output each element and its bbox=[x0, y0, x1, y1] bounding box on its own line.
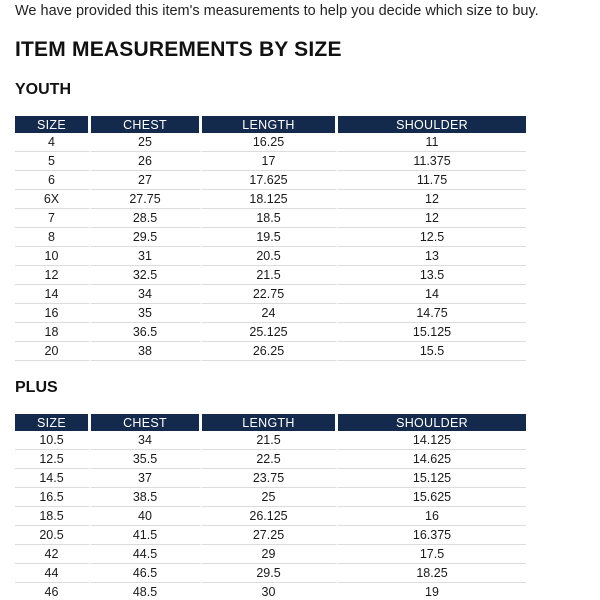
chest-cell: 26 bbox=[91, 152, 202, 171]
size-cell: 46 bbox=[15, 583, 91, 600]
chest-cell: 38.5 bbox=[91, 488, 202, 507]
length-cell: 22.5 bbox=[202, 450, 338, 469]
chest-cell: 44.5 bbox=[91, 545, 202, 564]
length-cell: 21.5 bbox=[202, 266, 338, 285]
size-cell: 10 bbox=[15, 247, 91, 266]
length-cell: 18.125 bbox=[202, 190, 338, 209]
table-row bbox=[15, 190, 526, 209]
chest-cell: 37 bbox=[91, 469, 202, 488]
column-header-length: LENGTH bbox=[202, 116, 338, 133]
chest-cell: 40 bbox=[91, 507, 202, 526]
chest-cell: 34 bbox=[91, 431, 202, 450]
size-cell: 14.5 bbox=[15, 469, 91, 488]
table-row bbox=[15, 545, 526, 564]
table-row bbox=[15, 304, 526, 323]
column-header-shoulder: SHOULDER bbox=[338, 414, 526, 431]
youth-size-table bbox=[15, 116, 526, 361]
table-row bbox=[15, 152, 526, 171]
size-cell: 16 bbox=[15, 304, 91, 323]
shoulder-cell: 14.625 bbox=[338, 450, 526, 469]
length-cell: 19.5 bbox=[202, 228, 338, 247]
shoulder-cell: 11.75 bbox=[338, 171, 526, 190]
table-row bbox=[15, 266, 526, 285]
table-row bbox=[15, 526, 526, 545]
length-cell: 29.5 bbox=[202, 564, 338, 583]
size-cell: 42 bbox=[15, 545, 91, 564]
chest-cell: 41.5 bbox=[91, 526, 202, 545]
shoulder-cell: 14.125 bbox=[338, 431, 526, 450]
shoulder-cell: 19 bbox=[338, 583, 526, 600]
chest-cell: 28.5 bbox=[91, 209, 202, 228]
table-row bbox=[15, 247, 526, 266]
chest-cell: 32.5 bbox=[91, 266, 202, 285]
size-cell: 16.5 bbox=[15, 488, 91, 507]
shoulder-cell: 15.125 bbox=[338, 323, 526, 342]
table-row bbox=[15, 209, 526, 228]
length-cell: 25 bbox=[202, 488, 338, 507]
length-cell: 23.75 bbox=[202, 469, 338, 488]
shoulder-cell: 14.75 bbox=[338, 304, 526, 323]
shoulder-cell: 14 bbox=[338, 285, 526, 304]
length-cell: 20.5 bbox=[202, 247, 338, 266]
page-title: ITEM MEASUREMENTS BY SIZE bbox=[15, 38, 342, 61]
size-cell: 18 bbox=[15, 323, 91, 342]
intro-text: We have provided this item's measurements to help you decide which size to buy. bbox=[15, 3, 539, 19]
length-cell: 29 bbox=[202, 545, 338, 564]
size-cell: 7 bbox=[15, 209, 91, 228]
length-cell: 25.125 bbox=[202, 323, 338, 342]
shoulder-cell: 17.5 bbox=[338, 545, 526, 564]
size-cell: 6X bbox=[15, 190, 91, 209]
size-cell: 18.5 bbox=[15, 507, 91, 526]
column-header-size: SIZE bbox=[15, 116, 91, 133]
chest-cell: 29.5 bbox=[91, 228, 202, 247]
column-header-chest: CHEST bbox=[91, 414, 202, 431]
size-cell: 4 bbox=[15, 133, 91, 152]
size-cell: 20.5 bbox=[15, 526, 91, 545]
table-header-row bbox=[15, 414, 526, 431]
chest-cell: 35.5 bbox=[91, 450, 202, 469]
shoulder-cell: 12 bbox=[338, 190, 526, 209]
length-cell: 26.125 bbox=[202, 507, 338, 526]
shoulder-cell: 16.375 bbox=[338, 526, 526, 545]
length-cell: 22.75 bbox=[202, 285, 338, 304]
length-cell: 21.5 bbox=[202, 431, 338, 450]
size-cell: 10.5 bbox=[15, 431, 91, 450]
table-row bbox=[15, 450, 526, 469]
shoulder-cell: 16 bbox=[338, 507, 526, 526]
shoulder-cell: 15.125 bbox=[338, 469, 526, 488]
shoulder-cell: 13.5 bbox=[338, 266, 526, 285]
length-cell: 24 bbox=[202, 304, 338, 323]
chest-cell: 34 bbox=[91, 285, 202, 304]
chest-cell: 38 bbox=[91, 342, 202, 361]
table-row bbox=[15, 431, 526, 450]
youth-section-title: YOUTH bbox=[15, 81, 71, 98]
table-row bbox=[15, 285, 526, 304]
size-cell: 44 bbox=[15, 564, 91, 583]
youth-table-body bbox=[15, 133, 526, 361]
size-cell: 6 bbox=[15, 171, 91, 190]
table-row bbox=[15, 564, 526, 583]
table-row bbox=[15, 488, 526, 507]
column-header-chest: CHEST bbox=[91, 116, 202, 133]
shoulder-cell: 15.625 bbox=[338, 488, 526, 507]
size-cell: 14 bbox=[15, 285, 91, 304]
length-cell: 17 bbox=[202, 152, 338, 171]
plus-table-body bbox=[15, 431, 526, 600]
plus-size-table bbox=[15, 414, 526, 600]
table-row bbox=[15, 469, 526, 488]
size-cell: 12.5 bbox=[15, 450, 91, 469]
size-cell: 5 bbox=[15, 152, 91, 171]
table-header-row bbox=[15, 116, 526, 133]
shoulder-cell: 15.5 bbox=[338, 342, 526, 361]
shoulder-cell: 11 bbox=[338, 133, 526, 152]
length-cell: 27.25 bbox=[202, 526, 338, 545]
length-cell: 17.625 bbox=[202, 171, 338, 190]
column-header-size: SIZE bbox=[15, 414, 91, 431]
shoulder-cell: 12 bbox=[338, 209, 526, 228]
chest-cell: 48.5 bbox=[91, 583, 202, 600]
length-cell: 30 bbox=[202, 583, 338, 600]
shoulder-cell: 18.25 bbox=[338, 564, 526, 583]
chest-cell: 27 bbox=[91, 171, 202, 190]
chest-cell: 31 bbox=[91, 247, 202, 266]
shoulder-cell: 12.5 bbox=[338, 228, 526, 247]
length-cell: 16.25 bbox=[202, 133, 338, 152]
length-cell: 18.5 bbox=[202, 209, 338, 228]
size-cell: 12 bbox=[15, 266, 91, 285]
column-header-shoulder: SHOULDER bbox=[338, 116, 526, 133]
table-row bbox=[15, 507, 526, 526]
table-row bbox=[15, 133, 526, 152]
chest-cell: 27.75 bbox=[91, 190, 202, 209]
plus-section-title: PLUS bbox=[15, 379, 58, 396]
table-row bbox=[15, 342, 526, 361]
size-cell: 20 bbox=[15, 342, 91, 361]
table-row bbox=[15, 228, 526, 247]
size-cell: 8 bbox=[15, 228, 91, 247]
chest-cell: 35 bbox=[91, 304, 202, 323]
column-header-length: LENGTH bbox=[202, 414, 338, 431]
shoulder-cell: 13 bbox=[338, 247, 526, 266]
chest-cell: 25 bbox=[91, 133, 202, 152]
chest-cell: 36.5 bbox=[91, 323, 202, 342]
length-cell: 26.25 bbox=[202, 342, 338, 361]
table-row bbox=[15, 323, 526, 342]
table-row bbox=[15, 171, 526, 190]
shoulder-cell: 11.375 bbox=[338, 152, 526, 171]
chest-cell: 46.5 bbox=[91, 564, 202, 583]
table-row bbox=[15, 583, 526, 600]
